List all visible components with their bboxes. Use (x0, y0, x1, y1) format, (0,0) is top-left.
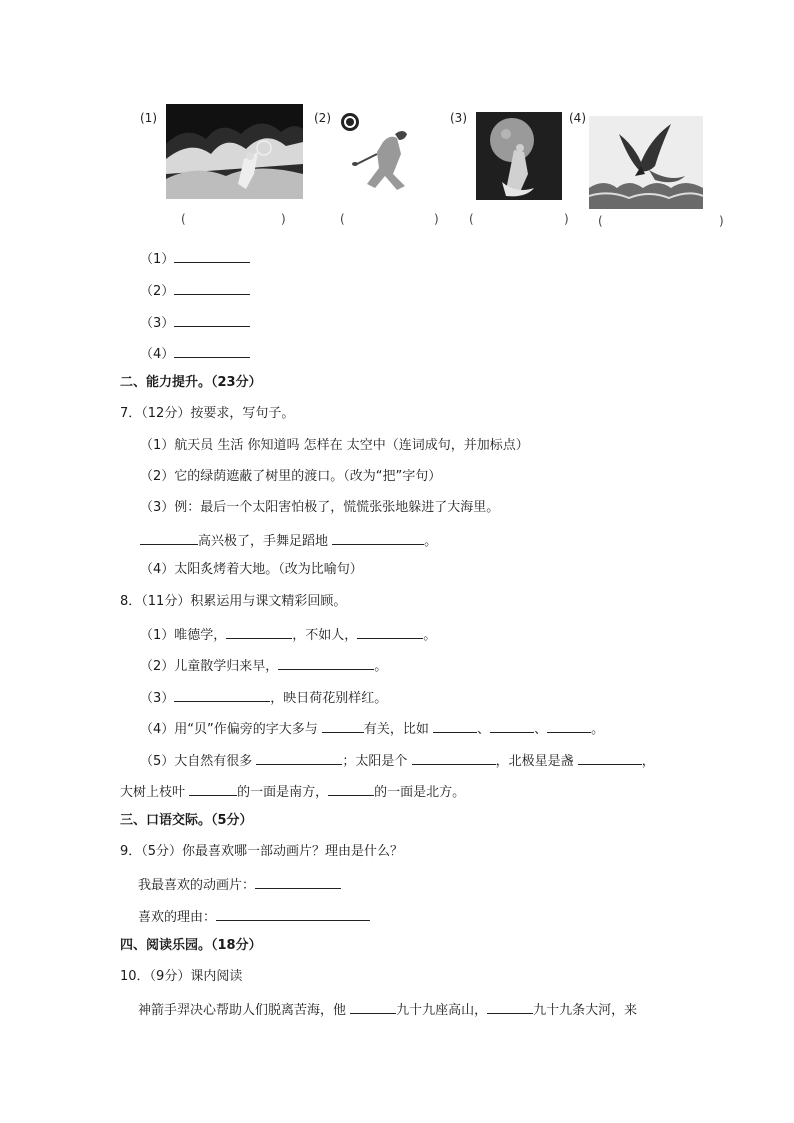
answer-paren-close-1: ) (281, 212, 286, 226)
q9-reason-label: 喜欢的理由： (138, 910, 217, 925)
q9-title: 9．（5分）你最喜欢哪一部动画片？理由是什么？ (120, 844, 404, 859)
picture-label-4: (4) (569, 111, 586, 125)
q6-line-label: （1） (140, 252, 175, 267)
answer-blank[interactable] (189, 781, 237, 796)
answer-blank[interactable] (140, 530, 198, 545)
q8-line-4 (140, 718, 604, 739)
q8-text: 的一面是北方。 (374, 785, 466, 800)
answer-blank[interactable] (328, 781, 374, 796)
answer-blank[interactable] (332, 530, 424, 545)
answer-paren-open-4: ( (598, 214, 603, 228)
answer-paren-close-3: ) (564, 212, 569, 226)
q8-text: 、 (534, 722, 548, 737)
q7-item-2: （2）它的绿荫遮蔽了树里的渡口。（改为“把”字句） (140, 469, 442, 484)
q6-answer-line-1[interactable] (140, 248, 250, 269)
q8-text: 。 (374, 659, 388, 674)
answer-paren-close-2: ) (434, 212, 439, 226)
q9-reason-line (138, 906, 370, 927)
answer-blank[interactable] (226, 624, 292, 639)
q7-fill-end: 。 (424, 534, 438, 549)
answer-blank[interactable] (256, 750, 342, 765)
answer-paren-open-1: ( (181, 212, 186, 226)
answer-paren-open-2: ( (340, 212, 345, 226)
answer-blank[interactable] (547, 718, 591, 733)
bird-over-sea-picture (589, 116, 703, 209)
q8-text: 的一面是南方， (237, 785, 329, 800)
q7-fill-text: 高兴极了，手舞足蹈地 (198, 534, 329, 549)
q10-title: 10．（9分）课内阅读 (120, 969, 243, 984)
answer-blank[interactable] (216, 906, 370, 921)
section-heading-2: 二、能力提升。（23分） (120, 375, 262, 390)
answer-blank[interactable] (174, 280, 250, 295)
answer-blank[interactable] (322, 718, 364, 733)
q8-line-5 (140, 750, 655, 771)
answer-blank[interactable] (174, 312, 250, 327)
q8-text: 大树上枝叶 (120, 785, 186, 800)
q8-line-2 (140, 655, 387, 676)
q8-text: （2）儿童散学归来早， (140, 659, 279, 674)
answer-blank[interactable] (487, 999, 533, 1014)
q9-fav-line (138, 874, 341, 895)
section-heading-3: 三、口语交际。（5分） (120, 813, 253, 828)
answer-paren-open-3: ( (469, 212, 474, 226)
answer-blank[interactable] (174, 687, 270, 702)
q6-answer-line-2[interactable] (140, 280, 250, 301)
answer-blank[interactable] (174, 248, 250, 263)
answer-blank[interactable] (357, 624, 423, 639)
answer-blank[interactable] (174, 343, 250, 358)
q7-item-3: （3）例：最后一个太阳害怕极了，慌慌张张地躲进了大海里。 (140, 500, 500, 515)
moon-fairy-picture (476, 112, 562, 200)
q7-item-4: （4）太阳炙烤着大地。（改为比喻句） (140, 562, 363, 577)
answer-blank[interactable] (412, 750, 496, 765)
q7-title: 7．（12分）按要求，写句子。 (120, 406, 295, 421)
answer-blank[interactable] (490, 718, 534, 733)
q6-line-label: （4） (140, 347, 175, 362)
q10-text: 九十九条大河，来 (533, 1003, 638, 1018)
q8-text: ，不如人， (292, 628, 358, 643)
q8-text: （1）唯德学， (140, 628, 227, 643)
picture-label-2: (2) (314, 111, 331, 125)
q8-text: ，北极星是盏 (495, 754, 574, 769)
q7-item-1: （1）航天员 生活 你知道吗 怎样在 太空中（连词成句，并加标点） (140, 438, 529, 453)
q8-text: 有关，比如 (363, 722, 429, 737)
section-heading-4: 四、阅读乐园。（18分） (120, 938, 262, 953)
q8-text: ，映日荷花别样红。 (270, 691, 388, 706)
q6-line-label: （2） (140, 284, 175, 299)
q10-text: 九十九座高山， (396, 1003, 488, 1018)
q6-answer-line-3[interactable] (140, 312, 250, 333)
picture-label-1: (1) (140, 111, 157, 125)
answer-blank[interactable] (578, 750, 642, 765)
answer-paren-close-4: ) (719, 214, 724, 228)
q8-text: （3） (140, 691, 175, 706)
q9-fav-label: 我最喜欢的动画片： (138, 878, 256, 893)
q8-text: 。 (591, 722, 605, 737)
sea-waves-warrior-picture (166, 104, 303, 199)
q8-line-3 (140, 687, 387, 708)
q8-text: （5）大自然有很多 (140, 754, 253, 769)
q8-text: 、 (477, 722, 491, 737)
answer-blank[interactable] (433, 718, 477, 733)
q8-text: ；太阳是个 (342, 754, 408, 769)
q8-title: 8．（11分）积累运用与课文精彩回顾。 (120, 594, 347, 609)
q8-text: 。 (423, 628, 437, 643)
q10-passage-line (138, 999, 637, 1020)
picture-label-3: (3) (450, 111, 467, 125)
q6-answer-line-4[interactable] (140, 343, 250, 364)
answer-blank[interactable] (278, 655, 374, 670)
q8-line-1 (140, 624, 436, 645)
q10-text: 神箭手羿决心帮助人们脱离苦海，他 (138, 1003, 347, 1018)
q8-text: （4）用“贝”作偏旁的字大多与 (140, 722, 318, 737)
answer-blank[interactable] (350, 999, 396, 1014)
answer-blank[interactable] (255, 874, 341, 889)
q8-text: ， (641, 754, 655, 769)
q6-line-label: （3） (140, 316, 175, 331)
q7-fill-line (140, 530, 437, 551)
q8-line-6 (120, 781, 465, 802)
sun-chasing-runner-picture (335, 104, 440, 199)
